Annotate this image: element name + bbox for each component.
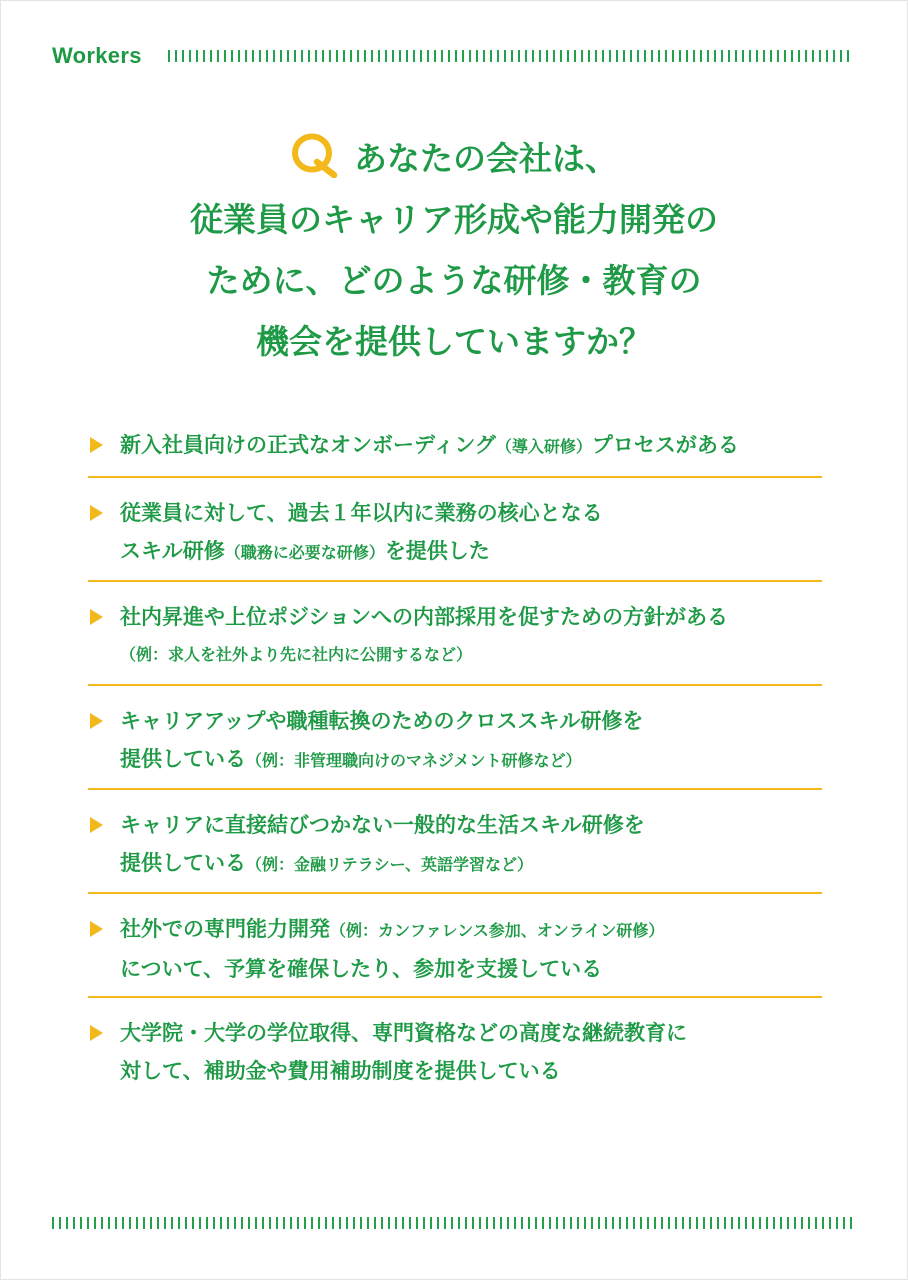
item-line: について、予算を確保したり、参加を支援している	[120, 957, 603, 981]
item-line: 新入社員向けの正式なオンボーディング（導入研修）プロセスがある	[120, 433, 739, 457]
list-item	[88, 686, 822, 790]
list-item	[88, 894, 822, 998]
item-line: 提供している（例：非管理職向けのマネジメント研修など）	[120, 747, 582, 771]
triangle-bullet-icon	[90, 921, 103, 937]
question-line-3: ために、どのような研修・教育の	[206, 261, 702, 300]
list-item	[88, 582, 822, 686]
item-line: スキル研修（職務に必要な研修）を提供した	[120, 539, 490, 563]
header-tick-rule	[168, 50, 852, 62]
triangle-bullet-icon	[90, 609, 103, 625]
item-line: 社外での専門能力開発（例：カンファレンス参加、オンライン研修）	[120, 917, 665, 941]
question-line-1	[60, 128, 848, 189]
answer-list	[88, 414, 822, 1102]
list-item	[88, 998, 822, 1102]
item-line: キャリアに直接結びつかない一般的な生活スキル研修を	[120, 813, 645, 837]
triangle-bullet-icon	[90, 1025, 103, 1041]
triangle-bullet-icon	[90, 713, 103, 729]
question-line-4: 機会を提供していますか？	[256, 322, 652, 361]
item-line: 大学院・大学の学位取得、専門資格などの高度な継続教育に	[120, 1021, 687, 1045]
question-heading	[60, 128, 848, 372]
triangle-bullet-icon	[90, 817, 103, 833]
item-line: 従業員に対して、過去１年以内に業務の核心となる	[120, 501, 603, 525]
list-item	[88, 790, 822, 894]
list-item	[88, 414, 822, 478]
triangle-bullet-icon	[90, 437, 103, 453]
item-line: 提供している（例：金融リテラシー、英語学習など）	[120, 851, 534, 875]
item-line: 社内昇進や上位ポジションへの内部採用を促すための方針がある	[120, 605, 729, 629]
triangle-bullet-icon	[90, 505, 103, 521]
item-line: 対して、補助金や費用補助制度を提供している	[120, 1059, 561, 1083]
question-text-1: あなたの会社は、	[354, 139, 618, 178]
list-item	[88, 478, 822, 582]
question-line-2: 従業員のキャリア形成や能力開発の	[190, 200, 718, 239]
section-label: Workers	[52, 43, 142, 68]
item-line: キャリアアップや職種転換のためのクロススキル研修を	[120, 709, 644, 733]
footer-tick-rule	[52, 1217, 852, 1229]
page-header	[52, 40, 852, 72]
q-mark-icon	[290, 132, 338, 178]
item-note: （例：求人を社外より先に社内に公開するなど）	[120, 645, 473, 664]
